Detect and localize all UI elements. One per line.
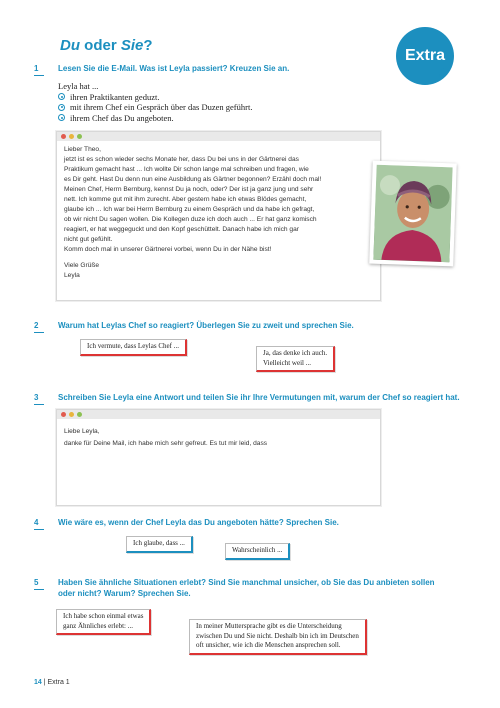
reply-line: danke für Deine Mail, ich habe mich sehr gefreut. Es tut mir leid, dass (64, 440, 268, 447)
speech-bubble (256, 346, 335, 372)
email-signature: Leyla (64, 272, 80, 279)
minimize-dot-icon (69, 134, 74, 139)
speech-bubble (189, 619, 367, 655)
extra-badge (396, 27, 454, 85)
page-footer (34, 679, 70, 686)
radio-icon[interactable] (58, 104, 65, 111)
portrait-illustration (373, 165, 452, 263)
option-2[interactable] (58, 102, 252, 113)
leyla-photo (369, 161, 457, 267)
task-4-instruction: Wie wäre es, wenn der Chef Leyla das Du angeboten hätte? Sprechen Sie. (58, 518, 339, 527)
email-line: reagiert, er hat weggeguckt und den Kopf geschüttelt. Danach habe ich mich gar (64, 226, 299, 233)
speech-bubble (225, 543, 290, 560)
bubble-text: Ich habe schon einmal etwas (63, 612, 144, 620)
title-sie: Sie (120, 37, 144, 54)
radio-icon[interactable] (58, 93, 65, 100)
task-5-line: oder nicht? Warum? Sprechen Sie. (58, 589, 191, 598)
task-5-number: 5 (34, 578, 39, 587)
task-2-number: 2 (34, 321, 39, 330)
option-2-label: mit ihrem Chef ein Gespräch über das Duzen geführt. (70, 102, 253, 112)
email-closing: Viele Grüße (64, 262, 100, 269)
task-1-intro: Leyla hat ... (58, 81, 99, 91)
close-dot-icon (61, 134, 66, 139)
bubble-text: Wahrscheinlich ... (232, 546, 283, 554)
bubble-text: zwischen Du und Sie nicht. Deshalb bin ich im Deutschen (196, 631, 359, 640)
option-3-label: ihrem Chef das Du angeboten. (70, 112, 174, 123)
speech-bubble (80, 339, 187, 356)
task-1-instruction: Lesen Sie die E-Mail. Was ist Leyla passiert? Kreuzen Sie an. (58, 64, 290, 73)
footer-label: Extra 1 (47, 679, 70, 686)
title-oder: oder (80, 37, 121, 54)
email-titlebar (57, 132, 380, 141)
title-question-mark: ? (143, 37, 153, 54)
option-3[interactable] (58, 113, 252, 124)
bubble-text: Ich glaube, dass ... (133, 539, 185, 547)
bubble-text: oft unsicher, wie ich die Menschen ansprechen soll. (196, 641, 341, 649)
reply-email-window (56, 409, 381, 506)
reply-email-body[interactable] (57, 419, 380, 453)
reply-greeting: Liebe Leyla, (64, 428, 100, 435)
close-dot-icon (61, 412, 66, 417)
task-5-line: Haben Sie ähnliche Situationen erlebt? Sind Sie manchmal unsicher, ob Sie das Du anbieten sollen (58, 578, 435, 587)
task-4-number: 4 (34, 518, 39, 527)
email-greeting: Lieber Theo, (64, 146, 101, 153)
bubble-text: Ich vermute, dass Leylas Chef ... (87, 342, 179, 350)
email-line: ob wir nicht Du sagen wollen. Die Kollegen duze ich doch auch ... Er hat ganz komisch (64, 216, 317, 223)
speech-bubble (56, 609, 151, 635)
task-5-instruction (58, 577, 435, 599)
email-line: Komm doch mal in unserer Gärtnerei vorbei, wenn Du in der Nähe bist! (64, 246, 272, 253)
email-line: nicht gut gefühlt. (64, 236, 113, 243)
page-title (60, 37, 153, 54)
task-1-options (58, 81, 252, 123)
email-line: es Dir geht. Hast Du denn nun eine Ausbildung als Gärtner begonnen? Erzähl doch mal! (64, 176, 322, 183)
page-number: 14 (34, 679, 42, 686)
email-window (56, 131, 381, 301)
extra-badge-label: Extra (404, 47, 446, 64)
maximize-dot-icon (77, 412, 82, 417)
task-3-number: 3 (34, 393, 39, 402)
radio-icon[interactable] (58, 114, 65, 121)
title-du: Du (60, 37, 80, 54)
email-body (57, 141, 380, 285)
bubble-text: Ja, das denke ich auch. (263, 349, 328, 357)
task-2-instruction: Warum hat Leylas Chef so reagiert? Überlegen Sie zu zweit und sprechen Sie. (58, 321, 354, 330)
email-titlebar (57, 410, 380, 419)
email-line: jetzt ist es schon wieder sechs Monate her, dass Du bei uns in der Gärtnerei das (64, 156, 299, 163)
footer-separator: | (41, 679, 48, 686)
bubble-text: ganz Ähnliches erlebt: ... (63, 621, 133, 630)
maximize-dot-icon (77, 134, 82, 139)
speech-bubble (126, 536, 193, 553)
minimize-dot-icon (69, 412, 74, 417)
option-1-label: ihren Praktikanten geduzt. (70, 91, 160, 102)
task-3-instruction: Schreiben Sie Leyla eine Antwort und teilen Sie ihr Ihre Vermutungen mit, warum der Chef so reagiert hat. (58, 393, 460, 402)
task-1-number: 1 (34, 64, 39, 73)
portrait-image (373, 165, 452, 263)
bubble-text: In meiner Muttersprache gibt es die Unterscheidung (196, 622, 342, 630)
bubble-text: Vielleicht weil ... (263, 358, 311, 367)
email-line: nett. Ich komme gut mit ihm zurecht. Aber gestern habe ich etwas Blödes gemacht, (64, 196, 307, 203)
email-line: glaube ich ... Ich war bei Herrn Bernburg zu einem Gespräch und da habe ich gefragt, (64, 206, 315, 213)
email-line: Meinen Chef, Herrn Bernburg, kennst Du ja noch, oder? Der ist ja ganz jung und sehr (64, 186, 314, 193)
option-1[interactable] (58, 92, 252, 103)
email-line: Praktikum gemacht hast ... Ich wollte Dir schon lange mal schreiben und fragen, wie (64, 166, 309, 173)
